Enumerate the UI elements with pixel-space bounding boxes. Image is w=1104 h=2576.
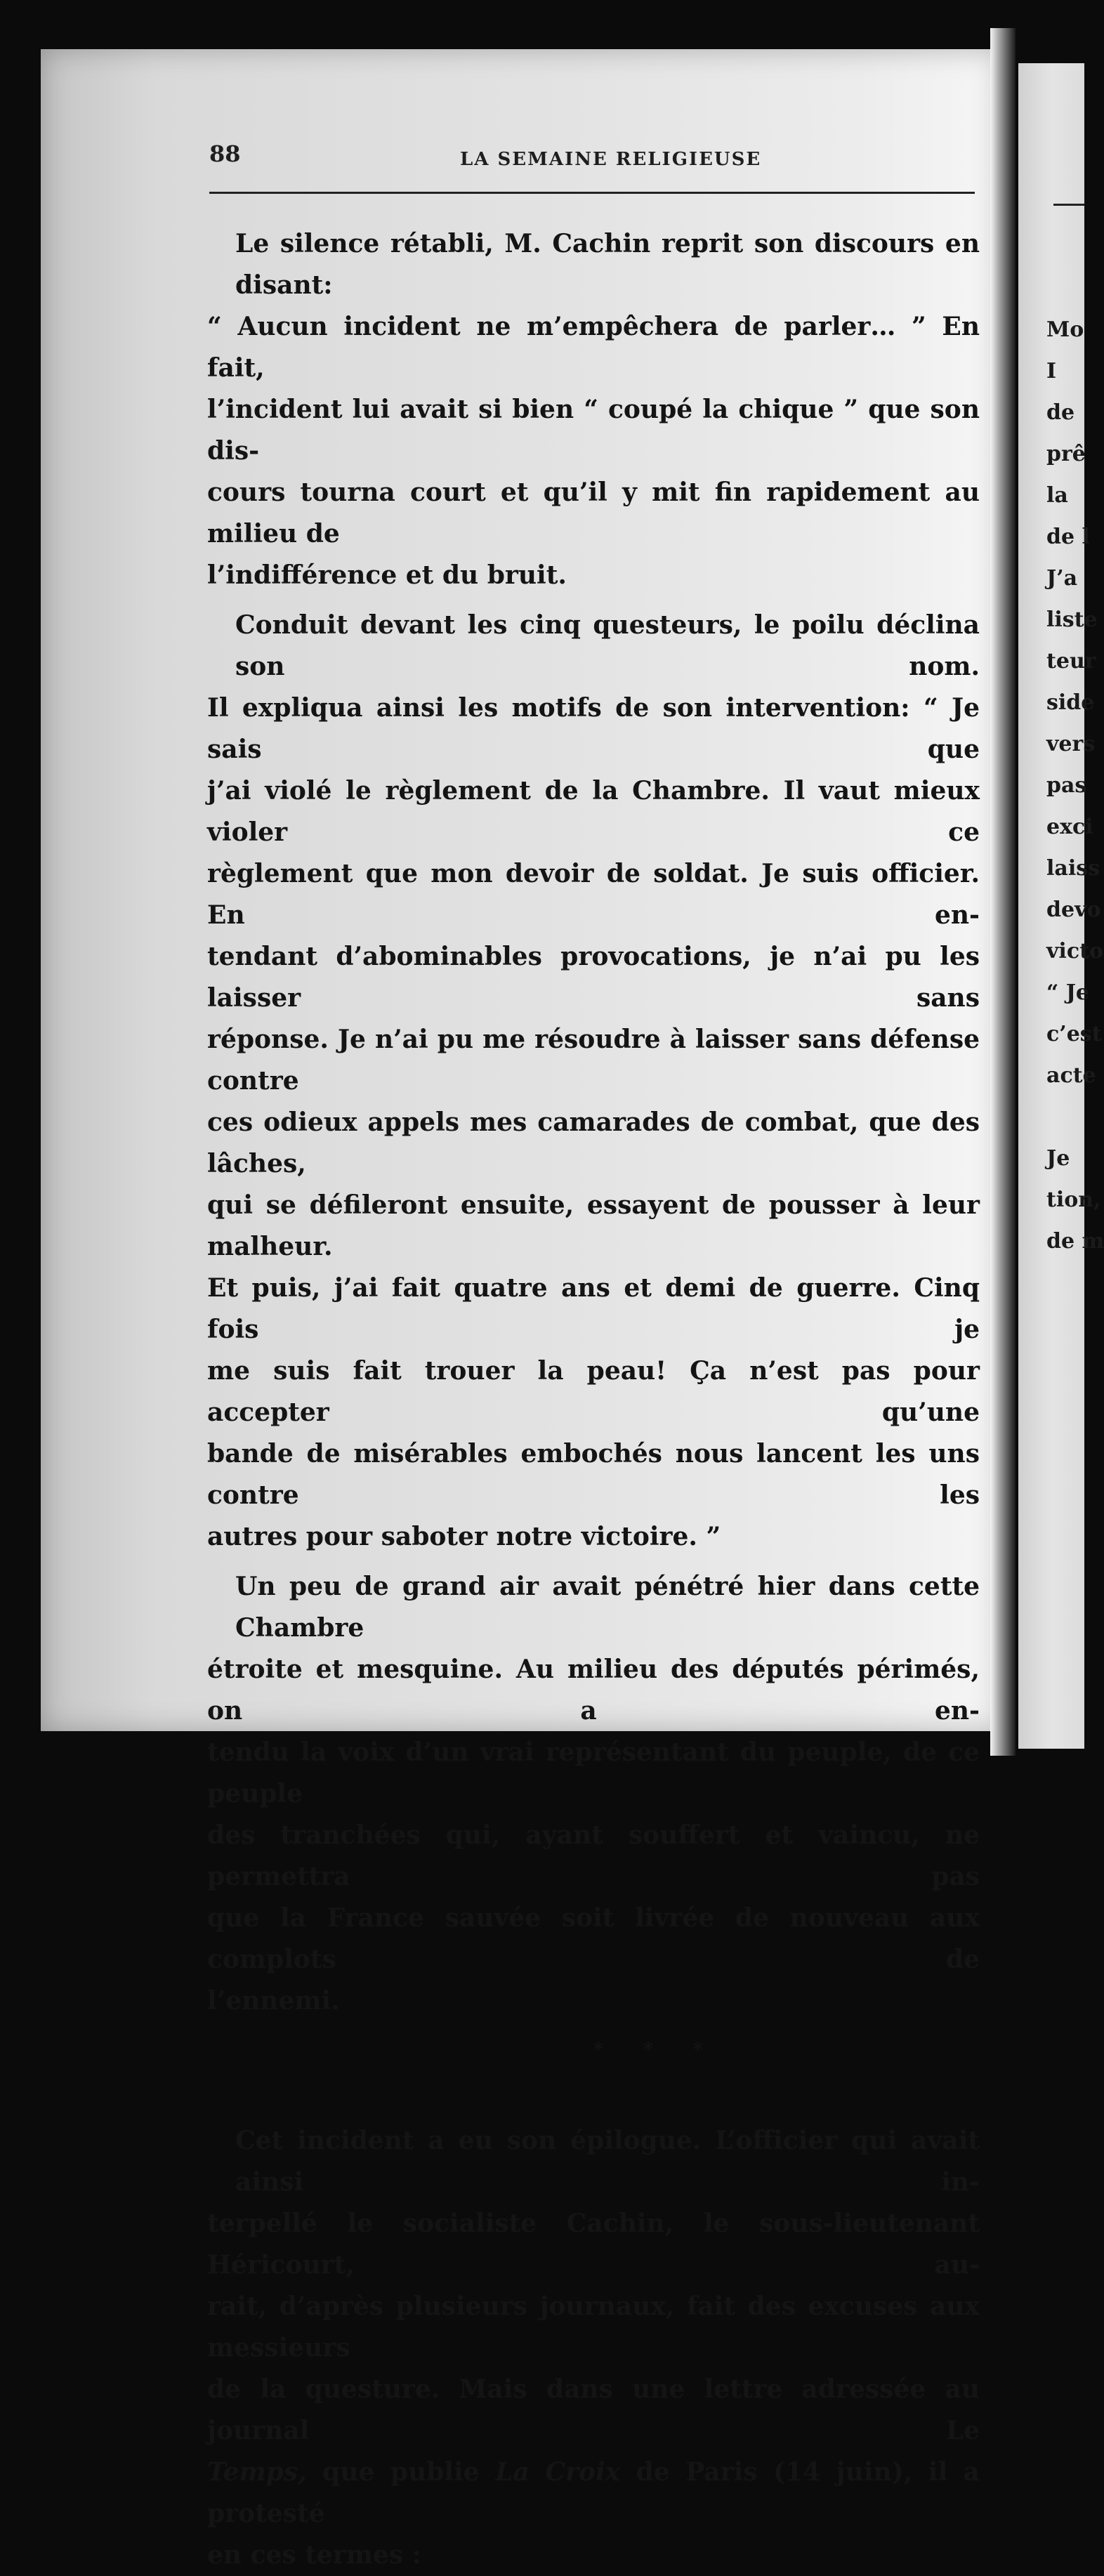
right-page-fragment: tion, [1046, 1188, 1101, 1212]
text-line: Le silence rétabli, M. Cachin reprit son discours en disant: [235, 229, 980, 300]
text-line: terpellé le socialiste Cachin, le sous-lieutenant Héricourt, au- [207, 2209, 980, 2280]
right-page-fragment: Mo [1046, 317, 1084, 342]
right-page-fragment: teur [1046, 649, 1096, 673]
right-page-fragment: de m [1046, 1229, 1104, 1254]
text-line: qui se défileront ensuite, essayent de pousser à leur malheur. [207, 1190, 980, 1261]
right-page-rule [1053, 204, 1084, 206]
page-number: 88 [209, 140, 241, 167]
book-gutter [990, 28, 1016, 1756]
paragraph-2 [207, 605, 980, 1558]
right-page-fragment: liste [1046, 607, 1098, 632]
header-rule [209, 192, 975, 194]
text-line: l’incident lui avait si bien “ coupé la chique ” que son dis- [207, 395, 980, 466]
running-title: LA SEMAINE RELIGIEUSE [460, 149, 762, 170]
text-line: des tranchées qui, ayant souffert et vaincu, ne permettra pas [207, 1820, 980, 1891]
right-page-fragment [1046, 1096, 1084, 1138]
right-page-fragment: acte [1046, 1063, 1096, 1088]
right-page-fragments [1046, 309, 1104, 1262]
right-page-fragment: laiss [1046, 856, 1100, 881]
text-line: de la questure. Mais dans une lettre adressée au journal Le [207, 2374, 980, 2445]
right-page-fragment: side [1046, 690, 1095, 715]
right-page-fragment: Je [1046, 1146, 1070, 1171]
text-line: tendant d’abominables provocations, je n’ai pu les laisser sans [207, 942, 980, 1013]
right-page-fragment: “ Je [1046, 980, 1089, 1005]
right-page-fragment: la [1046, 483, 1068, 508]
text-line: réponse. Je n’ai pu me résoudre à laisser sans défense contre [207, 1025, 980, 1096]
right-page-fragment: pas [1046, 773, 1087, 798]
text-line: j’ai violé le règlement de la Chambre. Il vaut mieux violer ce [207, 776, 980, 847]
paragraph-4 [207, 2120, 980, 2576]
text-span: que publie [306, 2457, 496, 2487]
text-line: que la France sauvée soit livrée de nouveau aux complots de [207, 1903, 980, 1974]
text-line: Et puis, j’ai fait quatre ans et demi de guerre. Cinq fois je [207, 1273, 980, 1344]
right-page-fragment: I [1046, 359, 1057, 383]
text-line: en ces termes : [207, 2540, 421, 2570]
right-page-fragment: vers [1046, 732, 1096, 756]
right-page-fragment: prê [1046, 442, 1086, 466]
right-page-fragment: exci [1046, 815, 1093, 839]
text-line: l’indifférence et du bruit. [207, 560, 567, 590]
paragraph-3 [207, 1566, 980, 2022]
right-page-fragment: de [1046, 400, 1075, 425]
text-line: “ Aucun incident ne m’empêchera de parler… ” En fait, [207, 312, 980, 383]
text-line: Cet incident a eu son épilogue. L’officier qui avait ainsi in- [235, 2126, 980, 2197]
text-line: Un peu de grand air avait pénétré hier dans cette Chambre [235, 1572, 980, 1643]
text-line: étroite et mesquine. Au milieu des députés périmés, on a en- [207, 1655, 980, 1726]
italic-title: La Croix [495, 2457, 621, 2487]
text-line: ces odieux appels mes camarades de combat, que des lâches, [207, 1108, 980, 1178]
text-line: rait, d’après plusieurs journaux, fait des excuses aux messieurs [207, 2292, 980, 2363]
text-line: Il expliqua ainsi les motifs de son intervention: “ Je sais que [207, 693, 980, 764]
right-page-fragment: victo [1046, 939, 1103, 964]
text-span: de Paris (14 juin), il a protesté [207, 2457, 980, 2528]
body-text [207, 223, 980, 2576]
text-line: me suis fait trouer la peau! Ça n’est pas pour accepter qu’une [207, 1356, 980, 1427]
text-line: règlement que mon devoir de soldat. Je suis officier. En en- [207, 859, 980, 930]
right-page-fragment: devo [1046, 898, 1101, 922]
text-line: l’ennemi. [207, 1986, 340, 2016]
italic-title: Temps, [207, 2457, 307, 2487]
right-page-fragment: c’est [1046, 1022, 1102, 1046]
text-line: autres pour saboter notre victoire. ” [207, 1522, 721, 1551]
text-line [207, 2452, 980, 2535]
text-line: tendu la voix d’un vrai représentant du peuple, de ce peuple [207, 1737, 980, 1808]
paragraph-1 [207, 223, 980, 596]
text-line: Conduit devant les cinq questeurs, le poilu déclina son nom. [235, 610, 980, 681]
right-page-fragment: de l [1046, 525, 1090, 549]
text-line: cours tourna court et qu’il y mit fin rapidement au milieu de [207, 478, 980, 548]
right-page-fragment: J’a [1046, 566, 1078, 591]
section-separator: * * * [593, 2039, 720, 2061]
text-line: bande de misérables embochés nous lancent les uns contre les [207, 1439, 980, 1510]
